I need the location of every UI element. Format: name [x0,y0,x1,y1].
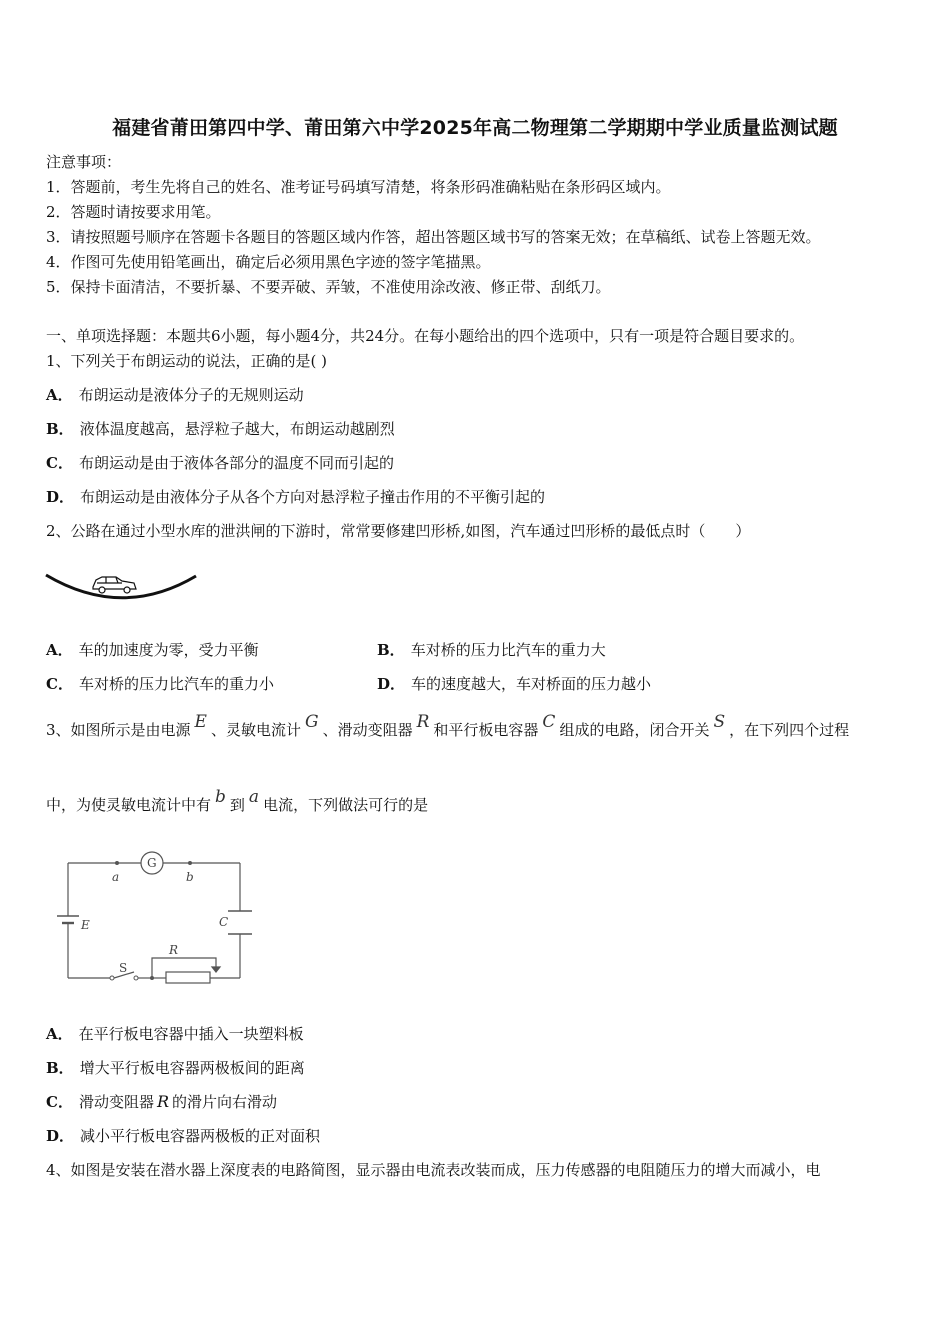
circuit-figure [44,848,254,998]
notice-item: 5．保持卡面清洁，不要折暴、不要弄破、弄皱，不准使用涂改液、修正带、刮纸刀。 [46,278,611,296]
question-3-stem-cont [46,787,429,815]
question-4-stem: 4、如图是安装在潜水器上深度表的电路简图，显示器由电流表改装而成，压力传感器的电阻随压力的增大而减小，电 [46,1161,821,1179]
q2-option-d [377,674,651,694]
q1-option-d [46,487,545,507]
option-letter: C． [46,1093,73,1111]
stem-text: 和平行板电容器 [433,721,539,739]
var-r: R [156,1092,170,1111]
var-g: G [304,712,319,732]
var-e: E [194,712,207,732]
stem-text: ，在下列四个过程 [729,721,850,739]
label-s: S [119,961,128,975]
label-a: a [112,870,120,884]
option-text: 车对桥的压力比汽车的重力小 [78,675,274,693]
question-2-stem: 2、公路在通过小型水库的泄洪闸的下游时，常常要修建凹形桥,如图，汽车通过凹形桥的最低点时（ ） [46,522,751,540]
label-r: R [169,943,179,957]
bridge-arc [46,575,196,598]
option-text: 的滑片向右滑动 [172,1093,278,1111]
stem-text: 、滑动变阻器 [322,721,413,739]
section-heading: 一、单项选择题：本题共6小题，每小题4分，共24分。在每小题给出的四个选项中，只有一项是符合题目要求的。 [46,327,805,345]
var-b: b [215,787,226,807]
node-b [188,861,192,865]
option-text: 车对桥的压力比汽车的重力大 [410,641,606,659]
q1-option-b [46,419,395,439]
option-letter: B． [46,1059,74,1077]
q3-option-b [46,1058,305,1078]
question-1-stem: 1、下列关于布朗运动的说法，正确的是( ) [46,352,328,370]
notice-item: 4．作图可先使用铅笔画出，确定后必须用黑色字迹的签字笔描黑。 [46,253,491,271]
option-text: 减小平行板电容器两极板的正对面积 [80,1127,321,1145]
var-r: R [416,712,430,732]
notice-item: 3．请按照题号顺序在答题卡各题目的答题区域内作答，超出答题区域书写的答案无效；在草稿纸、试卷上答题无效。 [46,228,821,246]
var-s: S [713,712,726,732]
car-icon [93,577,136,593]
q3-option-d [46,1126,320,1146]
q1-option-a [46,385,304,405]
option-letter: D． [46,488,75,506]
stem-text: 、灵敏电流计 [210,721,301,739]
stem-text: 到 [229,796,245,814]
stem-text: 组成的电路，闭合开关 [559,721,710,739]
option-text: 车的加速度为零，受力平衡 [78,641,259,659]
q1-option-c [46,453,394,473]
label-e: E [81,918,90,932]
stem-text: 3、如图所示是由电源 [46,721,191,739]
notice-item: 1．答题前，考生先将自己的姓名、准考证号码填写清楚，将条形码准确粘贴在条形码区域内。 [46,178,671,196]
option-text: 增大平行板电容器两极板间的距离 [79,1059,305,1077]
q2-option-c [46,674,274,694]
option-text: 布朗运动是由液体分子从各个方向对悬浮粒子撞击作用的不平衡引起的 [80,488,546,506]
stem-text: 电流，下列做法可行的是 [263,796,429,814]
option-letter: C． [46,454,73,472]
option-text: 布朗运动是由于液体各部分的温度不同而引起的 [78,454,394,472]
option-letter: C． [46,675,73,693]
q3-option-a [46,1024,304,1044]
label-b: b [186,870,194,884]
option-text: 滑动变阻器 [78,1093,154,1111]
stem-text: 中，为使灵敏电流计中有 [46,796,212,814]
option-letter: A． [46,1025,73,1043]
label-g: G [147,856,157,870]
option-letter: B． [46,420,74,438]
switch-terminal [110,976,114,980]
node-a [115,861,119,865]
var-a: a [248,787,260,807]
option-letter: D． [377,675,406,693]
notice-item: 2．答题时请按要求用笔。 [46,203,221,221]
option-text: 液体温度越高，悬浮粒子越大，布朗运动越剧烈 [79,420,395,438]
option-letter: B． [377,641,405,659]
rheostat-slider [152,958,216,978]
var-c: C [542,712,556,732]
option-text: 布朗运动是液体分子的无规则运动 [78,386,304,404]
option-letter: A． [46,641,73,659]
slider-arrow [212,967,220,972]
notice-heading: 注意事项： [46,153,122,171]
concave-bridge-figure [44,568,200,608]
option-text: 在平行板电容器中插入一块塑料板 [78,1025,304,1043]
q2-option-b [377,640,606,660]
option-text: 车的速度越大，车对桥面的压力越小 [411,675,652,693]
q2-option-a [46,640,259,660]
option-letter: D． [46,1127,75,1145]
label-c: C [219,915,229,929]
question-3-stem [46,712,850,740]
option-letter: A． [46,386,73,404]
q3-option-c [46,1092,277,1112]
switch-terminal [134,976,138,980]
node [150,976,154,980]
page-title: 福建省莆田第四中学、莆田第六中学2025年高二物理第二学期期中学业质量监测试题 [112,117,838,139]
rheostat-body [166,972,210,983]
